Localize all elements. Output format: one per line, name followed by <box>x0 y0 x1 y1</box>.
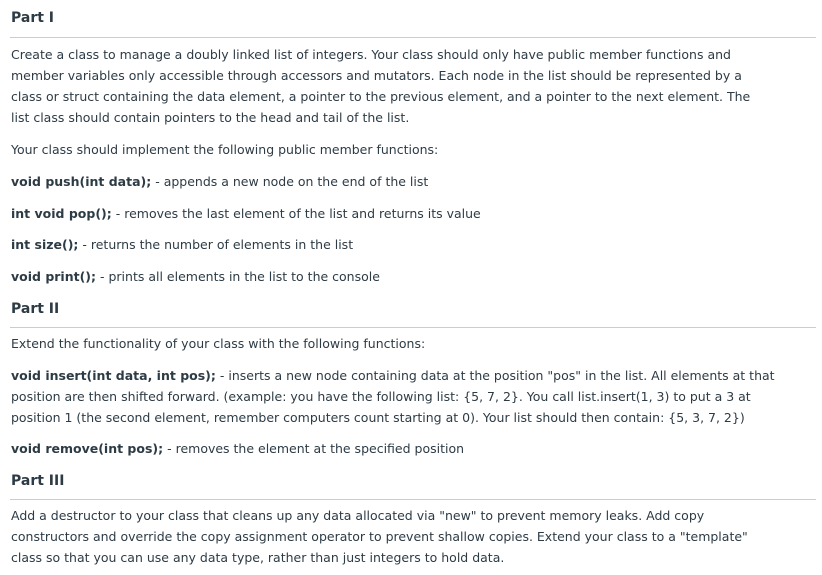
function-print-description: - prints all elements in the list to the console <box>96 269 380 284</box>
function-size-description: - returns the number of elements in the list <box>78 237 354 252</box>
part2-divider <box>10 327 816 328</box>
function-print <box>11 266 380 287</box>
part1-intro-line-2: member variables only accessible through accessors and mutators. Each node in the list should be represented by a <box>11 68 742 83</box>
part3-divider <box>10 499 816 500</box>
function-remove-description: - removes the element at the specified position <box>163 441 465 456</box>
function-insert-signature: void insert(int data, int pos); <box>11 368 216 383</box>
function-pop-signature: int void pop(); <box>11 206 112 221</box>
part1-intro-line-3: class or struct containing the data element, a pointer to the previous element, and a pointer to the next element. The <box>11 89 751 104</box>
function-pop <box>11 203 481 224</box>
function-insert-line-2: position are then shifted forward. (example: you have the following list: {5, 7, 2}. You call list.insert(1, 3) to put a 3 at <box>11 389 751 404</box>
function-remove <box>11 438 464 459</box>
part3-line-2: constructors and override the copy assignment operator to prevent shallow copies. Extend your class to a "template" <box>11 529 748 544</box>
function-insert-line-3: position 1 (the second element, remember computers count starting at 0). Your list should then contain: {5, 3, 7, 2}) <box>11 410 745 425</box>
function-push <box>11 171 428 192</box>
function-push-description: - appends a new node on the end of the list <box>151 174 429 189</box>
part1-heading: Part I <box>11 10 55 26</box>
function-size <box>11 234 353 255</box>
part1-intro-line-1: Create a class to manage a doubly linked list of integers. Your class should only have public member functions and <box>11 47 731 62</box>
part2-extend-text: Extend the functionality of your class with the following functions: <box>11 336 426 351</box>
part2-heading: Part II <box>11 301 60 317</box>
function-print-signature: void print(); <box>11 269 97 284</box>
part3-heading: Part III <box>11 473 65 489</box>
function-size-signature: int size(); <box>11 237 79 252</box>
part3-line-3: class so that you can use any data type, rather than just integers to hold data. <box>11 550 505 565</box>
part1-divider <box>10 37 816 38</box>
function-push-signature: void push(int data); <box>11 174 152 189</box>
part1-implement-text: Your class should implement the following public member functions: <box>11 142 439 157</box>
function-insert <box>11 365 775 386</box>
function-insert-description: - inserts a new node containing data at the position "pos" in the list. All elements at that <box>215 368 775 383</box>
function-pop-description: - removes the last element of the list and returns its value <box>111 206 481 221</box>
function-remove-signature: void remove(int pos); <box>11 441 164 456</box>
part1-intro-line-4: list class should contain pointers to the head and tail of the list. <box>11 110 410 125</box>
part3-line-1: Add a destructor to your class that cleans up any data allocated via "new" to prevent memory leaks. Add copy <box>11 508 705 523</box>
